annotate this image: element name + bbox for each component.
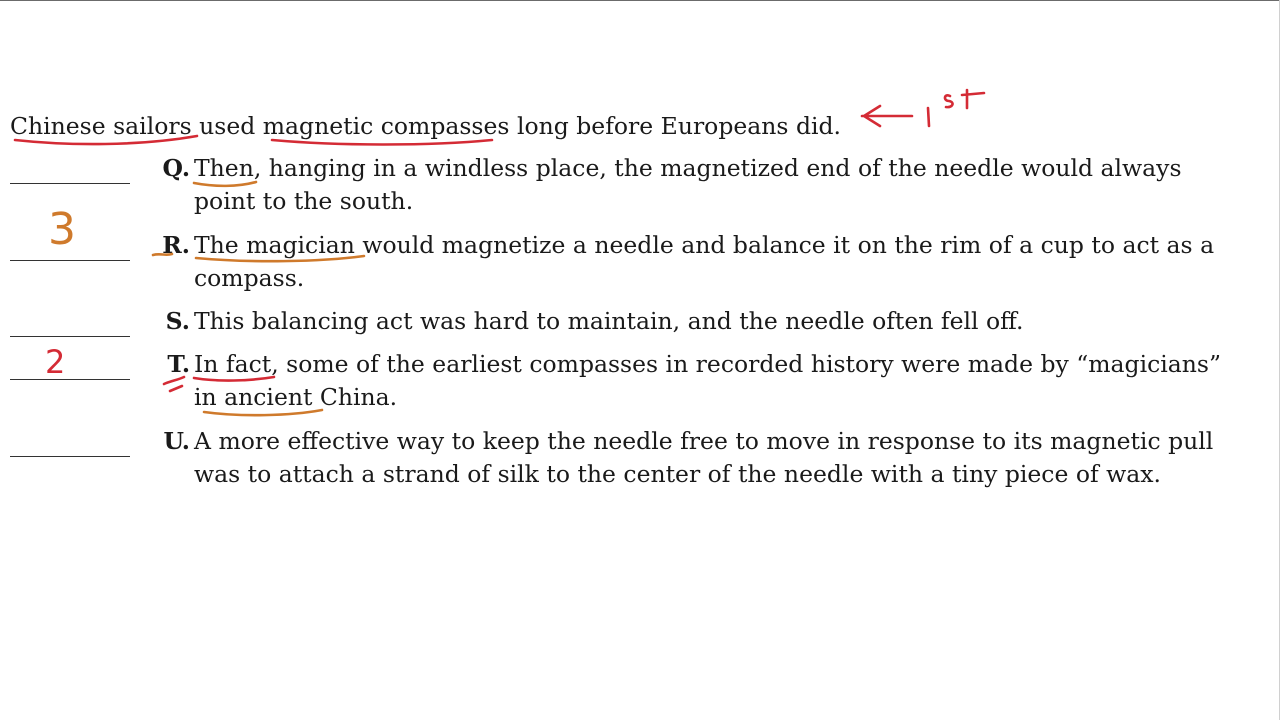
arrow-left-icon [862,106,912,126]
item-lead-r: The magician [194,231,355,259]
intro-sentence [10,110,841,143]
item-letter-s: S. [165,307,190,335]
item-sentence-q [194,152,1239,218]
item-lead-q: Then [194,154,254,182]
handwritten-1st-glyphs [928,90,984,126]
item-sentence-u [194,425,1239,491]
intro-text-2: long before Europeans did. [509,112,842,140]
intro-subject: Chinese sailors [10,112,192,140]
top-divider [0,0,1280,1]
item-letter-t: T. [167,350,190,378]
item-sentence-r [194,229,1239,295]
item-letter-q: Q. [162,154,190,182]
answer-blank-u[interactable] [10,456,130,457]
item-letter-r: R. [162,231,190,259]
item-letter-u: U. [163,427,190,455]
item-sentence-t [194,348,1239,414]
answer-blank-r[interactable] [10,260,130,261]
item-lead-t: In fact [194,350,272,378]
item-sentence-s [194,305,1239,338]
item-text-r: would magnetize a needle and balance it on the rim of a cup to act as a compass. [194,231,1215,292]
handwritten-number-r: 3 [48,204,76,255]
handwritten-number-t: 2 [45,343,66,381]
answer-blank-s[interactable] [10,336,130,337]
item-text-t: , some of the earliest compasses in recorded history were made by “magicians” in ancient China. [194,350,1222,411]
intro-text-1: used [191,112,263,140]
intro-object: magnetic compasses [262,112,510,140]
answer-blank-t[interactable] [10,379,130,380]
answer-blank-q[interactable] [10,183,130,184]
item-text-u: A more effective way to keep the needle free to move in response to its magnetic pull was to attach a strand of silk to the center of the needle with a tiny piece of wax. [194,427,1214,488]
item-text-q: , hanging in a windless place, the magnetized end of the needle would always point to the south. [194,154,1182,215]
item-text-s: This balancing act was hard to maintain, and the needle often fell off. [194,307,1024,335]
